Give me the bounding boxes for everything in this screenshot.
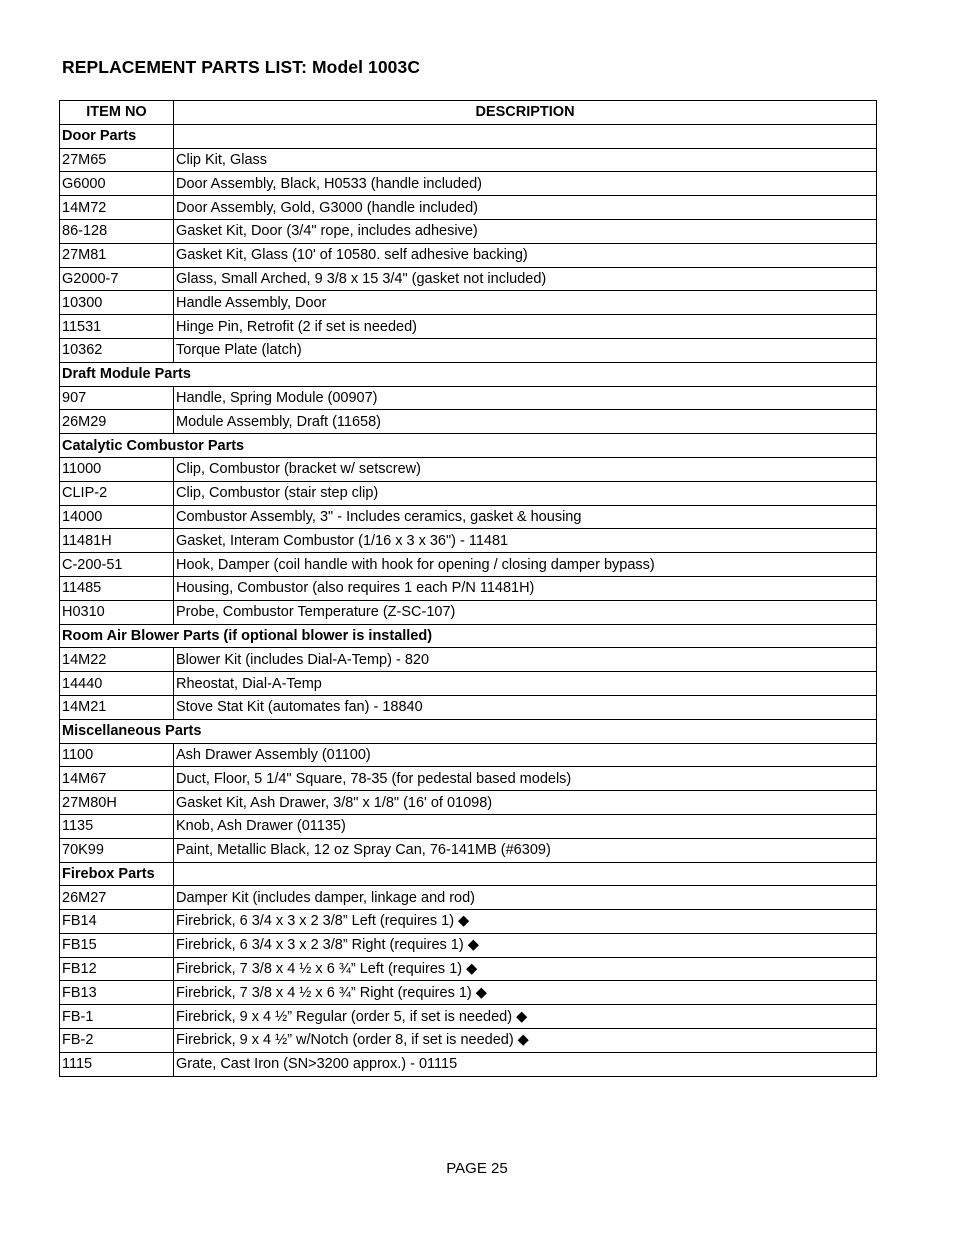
item-number-cell: 27M81 [60, 243, 174, 267]
description-cell: Module Assembly, Draft (11658) [174, 410, 877, 434]
section-heading: Room Air Blower Parts (if optional blower is installed) [60, 624, 877, 648]
description-cell: Damper Kit (includes damper, linkage and rod) [174, 886, 877, 910]
description-cell: Housing, Combustor (also requires 1 each P/N 11481H) [174, 576, 877, 600]
table-row [60, 553, 877, 577]
description-cell: Firebrick, 6 3/4 x 3 x 2 3/8” Right (requires 1) ◆ [174, 933, 877, 957]
table-body [60, 124, 877, 1076]
item-number-cell: 1135 [60, 814, 174, 838]
table-row [60, 1052, 877, 1076]
item-number-cell: 11000 [60, 457, 174, 481]
item-number-cell: G6000 [60, 172, 174, 196]
table-row [60, 315, 877, 339]
item-number-cell: 86-128 [60, 219, 174, 243]
description-cell: Firebrick, 7 3/8 x 4 ½ x 6 ¾” Left (requires 1) ◆ [174, 957, 877, 981]
description-cell: Hook, Damper (coil handle with hook for opening / closing damper bypass) [174, 553, 877, 577]
table-row [60, 291, 877, 315]
section-row [60, 624, 877, 648]
item-number-cell: FB-1 [60, 1005, 174, 1029]
description-cell: Handle Assembly, Door [174, 291, 877, 315]
description-cell: Probe, Combustor Temperature (Z-SC-107) [174, 600, 877, 624]
header-row [60, 101, 877, 125]
item-number-cell: 27M80H [60, 791, 174, 815]
description-cell: Glass, Small Arched, 9 3/8 x 15 3/4" (gasket not included) [174, 267, 877, 291]
section-empty-cell [174, 124, 877, 148]
item-number-cell: FB14 [60, 910, 174, 934]
item-number-cell: 14M67 [60, 767, 174, 791]
table-header [60, 101, 877, 125]
item-number-cell: FB12 [60, 957, 174, 981]
table-row [60, 933, 877, 957]
item-number-cell: 14000 [60, 505, 174, 529]
item-number-cell: 27M65 [60, 148, 174, 172]
item-number-cell: FB-2 [60, 1029, 174, 1053]
description-cell: Stove Stat Kit (automates fan) - 18840 [174, 695, 877, 719]
item-number-cell: 14440 [60, 672, 174, 696]
table-row [60, 481, 877, 505]
description-cell: Firebrick, 6 3/4 x 3 x 2 3/8” Left (requires 1) ◆ [174, 910, 877, 934]
table-row [60, 457, 877, 481]
table-row [60, 196, 877, 220]
section-row [60, 362, 877, 386]
section-row [60, 124, 877, 148]
item-number-cell: C-200-51 [60, 553, 174, 577]
item-number-cell: 14M21 [60, 695, 174, 719]
item-number-cell: 1100 [60, 743, 174, 767]
description-cell: Firebrick, 9 x 4 ½” w/Notch (order 8, if set is needed) ◆ [174, 1029, 877, 1053]
item-number-cell: 11481H [60, 529, 174, 553]
description-cell: Firebrick, 9 x 4 ½” Regular (order 5, if set is needed) ◆ [174, 1005, 877, 1029]
description-cell: Knob, Ash Drawer (01135) [174, 814, 877, 838]
section-row [60, 434, 877, 458]
table-row [60, 981, 877, 1005]
description-cell: Paint, Metallic Black, 12 oz Spray Can, 76-141MB (#6309) [174, 838, 877, 862]
page-number: PAGE 25 [446, 1160, 508, 1177]
section-heading: Door Parts [60, 124, 174, 148]
table-row [60, 576, 877, 600]
description-cell: Gasket, Interam Combustor (1/16 x 3 x 36") - 11481 [174, 529, 877, 553]
description-cell: Handle, Spring Module (00907) [174, 386, 877, 410]
table-row [60, 814, 877, 838]
item-number-cell: FB15 [60, 933, 174, 957]
description-cell: Door Assembly, Gold, G3000 (handle included) [174, 196, 877, 220]
section-heading: Catalytic Combustor Parts [60, 434, 877, 458]
table-row [60, 672, 877, 696]
section-row [60, 719, 877, 743]
table-row [60, 695, 877, 719]
table-row [60, 410, 877, 434]
table-row [60, 957, 877, 981]
description-cell: Gasket Kit, Ash Drawer, 3/8" x 1/8" (16' of 01098) [174, 791, 877, 815]
item-number-cell: 14M72 [60, 196, 174, 220]
description-cell: Clip Kit, Glass [174, 148, 877, 172]
description-cell: Blower Kit (includes Dial-A-Temp) - 820 [174, 648, 877, 672]
table-row [60, 838, 877, 862]
description-cell: Combustor Assembly, 3" - Includes ceramics, gasket & housing [174, 505, 877, 529]
item-number-cell: 11485 [60, 576, 174, 600]
table-row [60, 743, 877, 767]
table-row [60, 600, 877, 624]
table-row [60, 1005, 877, 1029]
description-cell: Duct, Floor, 5 1/4" Square, 78-35 (for pedestal based models) [174, 767, 877, 791]
table-row [60, 505, 877, 529]
table-row [60, 219, 877, 243]
table-row [60, 791, 877, 815]
table-row [60, 767, 877, 791]
item-number-cell: H0310 [60, 600, 174, 624]
description-cell: Door Assembly, Black, H0533 (handle included) [174, 172, 877, 196]
table-row [60, 172, 877, 196]
section-heading: Firebox Parts [60, 862, 174, 886]
item-number-cell: 11531 [60, 315, 174, 339]
description-cell: Gasket Kit, Door (3/4" rope, includes adhesive) [174, 219, 877, 243]
table-row [60, 338, 877, 362]
item-number-cell: 26M29 [60, 410, 174, 434]
item-number-cell: FB13 [60, 981, 174, 1005]
item-number-cell: G2000-7 [60, 267, 174, 291]
description-cell: Hinge Pin, Retrofit (2 if set is needed) [174, 315, 877, 339]
table-row [60, 386, 877, 410]
table-row [60, 910, 877, 934]
column-header-item: ITEM NO [60, 101, 174, 125]
page-title: REPLACEMENT PARTS LIST: Model 1003C [62, 57, 421, 77]
table-row [60, 148, 877, 172]
parts-table [59, 100, 877, 1077]
item-number-cell: 14M22 [60, 648, 174, 672]
item-number-cell: 1115 [60, 1052, 174, 1076]
item-number-cell: 907 [60, 386, 174, 410]
section-heading: Miscellaneous Parts [60, 719, 877, 743]
section-heading: Draft Module Parts [60, 362, 877, 386]
table-row [60, 886, 877, 910]
item-number-cell: CLIP-2 [60, 481, 174, 505]
description-cell: Clip, Combustor (bracket w/ setscrew) [174, 457, 877, 481]
item-number-cell: 70K99 [60, 838, 174, 862]
description-cell: Ash Drawer Assembly (01100) [174, 743, 877, 767]
description-cell: Rheostat, Dial-A-Temp [174, 672, 877, 696]
description-cell: Torque Plate (latch) [174, 338, 877, 362]
item-number-cell: 10300 [60, 291, 174, 315]
description-cell: Grate, Cast Iron (SN>3200 approx.) - 01115 [174, 1052, 877, 1076]
table-row [60, 267, 877, 291]
section-row [60, 862, 877, 886]
table-row [60, 243, 877, 267]
item-number-cell: 10362 [60, 338, 174, 362]
table-row [60, 529, 877, 553]
table-row [60, 648, 877, 672]
description-cell: Clip, Combustor (stair step clip) [174, 481, 877, 505]
description-cell: Gasket Kit, Glass (10' of 10580. self adhesive backing) [174, 243, 877, 267]
table-row [60, 1029, 877, 1053]
column-header-description: DESCRIPTION [174, 101, 877, 125]
section-empty-cell [174, 862, 877, 886]
description-cell: Firebrick, 7 3/8 x 4 ½ x 6 ¾” Right (requires 1) ◆ [174, 981, 877, 1005]
item-number-cell: 26M27 [60, 886, 174, 910]
